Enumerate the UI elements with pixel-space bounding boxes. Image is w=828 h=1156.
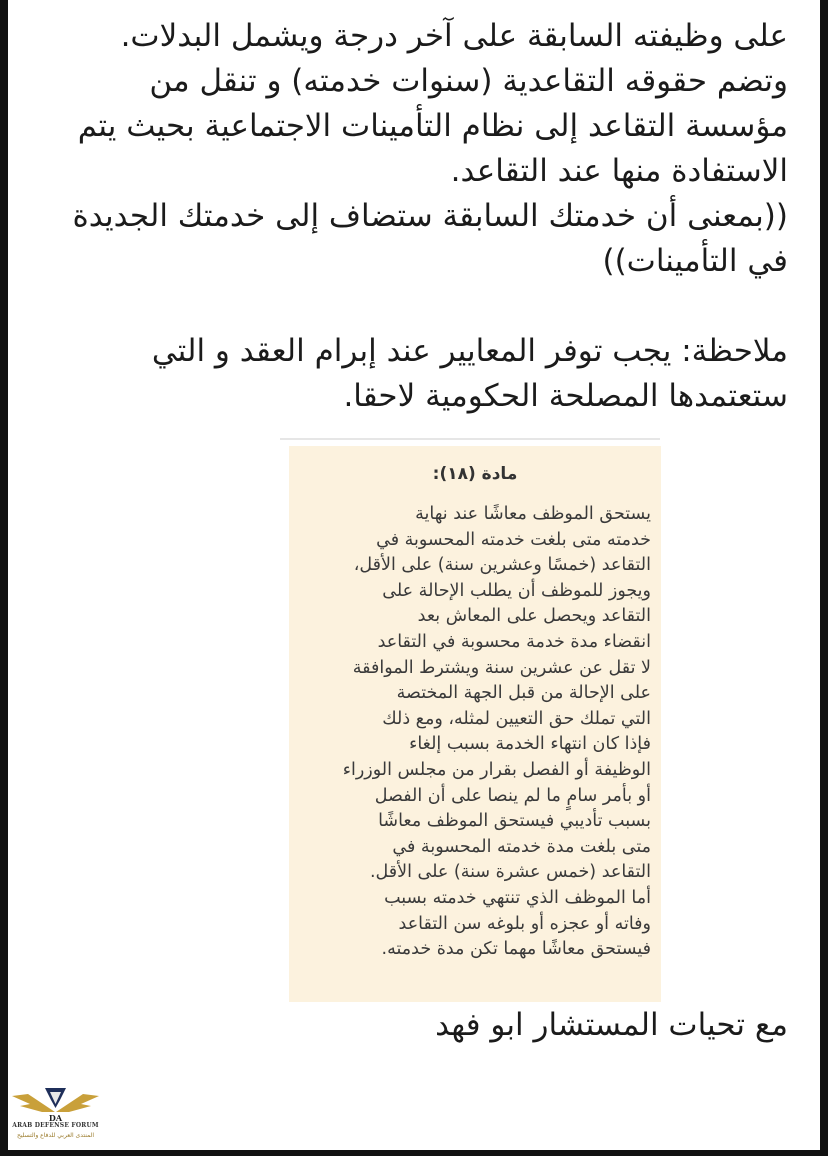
right-border <box>820 0 828 1156</box>
article-line: أو بأمر سامٍ ما لم ينصا على أن الفصل <box>374 785 651 806</box>
article-line: وفاته أو عجزه أو بلوغه سن التقاعد <box>398 913 651 934</box>
paragraph-gap <box>48 284 788 329</box>
article-line: يستحق الموظف معاشًا عند نهاية <box>415 504 651 524</box>
logo-monogram: DA <box>48 1113 63 1123</box>
article-body <box>299 502 651 963</box>
article-line: متى بلغت مدة خدمته المحسوبة في <box>392 836 651 857</box>
forum-logo <box>8 1082 103 1152</box>
article-line: التقاعد (خمس عشرة سنة) على الأقل. <box>369 862 651 883</box>
article-line: التقاعد (خمسًا وعشرين سنة) على الأقل، <box>353 555 651 576</box>
note-paragraph: ملاحظة: يجب توفر المعايير عند إبرام العقد و التي ستعتمدها المصلحة الحكومية لاحقا. <box>151 333 788 414</box>
article-line: على الإحالة من قبل الجهة المختصة <box>396 683 651 704</box>
paragraph-3: ((بمعنى أن خدمتك السابقة ستضاف إلى خدمتك الجديدة في التأمينات)) <box>72 198 788 279</box>
main-text <box>48 14 788 419</box>
article-line: ويجوز للموظف أن يطلب الإحالة على <box>382 580 651 601</box>
article-line: التي تملك حق التعيين لمثله، ومع ذلك <box>382 708 651 729</box>
paragraph-2: وتضم حقوقه التقاعدية (سنوات خدمته) و تنقل من مؤسسة التقاعد إلى نظام التأمينات الاجتماعية بحيث يتم الاستفادة منها عند التقاعد. <box>77 63 788 189</box>
left-border <box>0 0 8 1156</box>
divider <box>280 438 660 440</box>
logo-subtitle: المنتدى العربي للدفاع والتسليح <box>17 1132 94 1139</box>
article-line: أما الموظف الذي تنتهي خدمته بسبب <box>384 887 651 908</box>
logo-brand: ARAB DEFENSE FORUM <box>12 1122 99 1129</box>
article-line: انقضاء مدة خدمة محسوبة في التقاعد <box>377 631 651 652</box>
article-box <box>289 446 661 1002</box>
article-line: لا تقل عن عشرين سنة ويشترط الموافقة <box>352 657 651 678</box>
article-title: مادة (١٨): <box>432 464 518 484</box>
bottom-border <box>0 1150 828 1156</box>
article-line: الوظيفة أو الفصل بقرار من مجلس الوزراء <box>342 759 651 780</box>
article-line: خدمته متى بلغت خدمته المحسوبة في <box>376 529 651 550</box>
paragraph-1: على وظيفته السابقة على آخر درجة ويشمل البدلات. <box>120 18 788 54</box>
eagle-icon <box>8 1082 103 1124</box>
article-line: فإذا كان انتهاء الخدمة بسبب إلغاء <box>409 734 651 755</box>
article-line: فيستحق معاشًا مهما تكن مدة خدمته. <box>381 939 651 960</box>
signature: مع تحيات المستشار ابو فهد <box>435 1007 788 1043</box>
article-line: بسبب تأديبي فيستحق الموظف معاشًا <box>378 811 651 832</box>
article-line: التقاعد ويحصل على المعاش بعد <box>417 606 651 627</box>
